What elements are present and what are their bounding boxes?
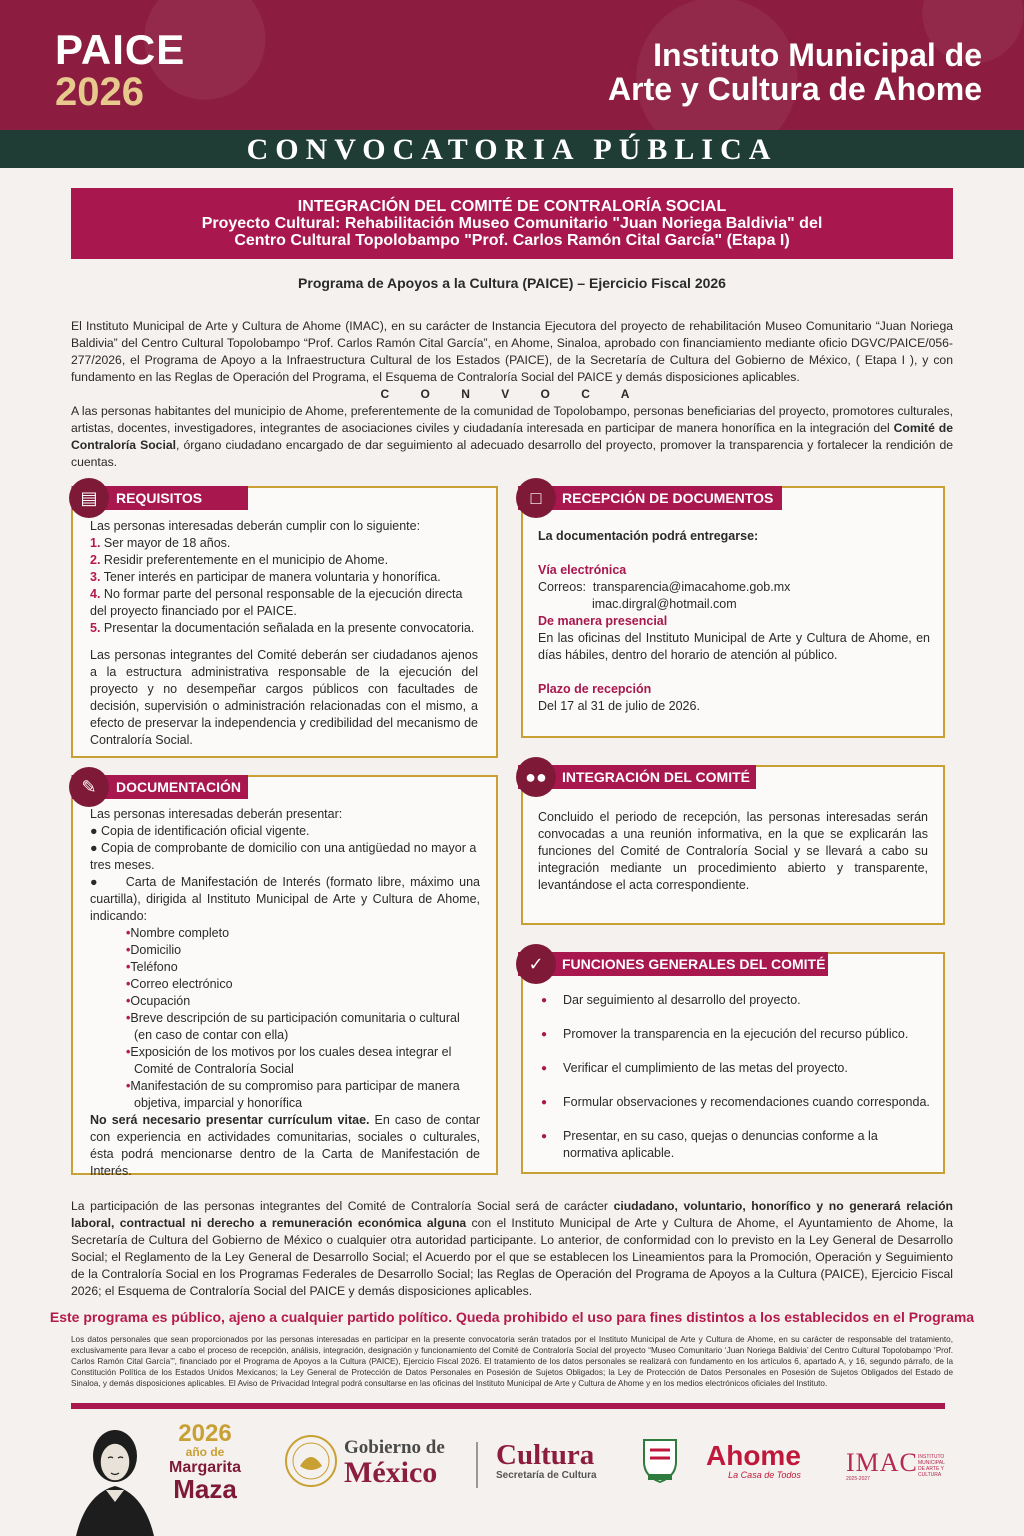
title-line1: INTEGRACIÓN DEL COMITÉ DE CONTRALORÍA SOCIAL [297, 198, 727, 215]
cv-note-text: En caso de contar con experiencia en actividades comunitarias, sociales o culturales, ésta podrá mencionarse dentro de la Carta de Manifestación de Interés. [90, 1113, 481, 1178]
item-number: 1. [90, 536, 101, 550]
integracion-text: Concluido el periodo de recepción, las personas interesadas serán convocadas a una reunión informativa, en la que se explicarán las funciones del Comité de Contraloría Social y se llevará a cabo su integración mediante un procedimiento abierto y transparente, levantándose el acta correspondiente. [538, 810, 928, 892]
item-number: 5. [90, 621, 101, 635]
intro [71, 318, 953, 471]
list-item: •Nombre completo [126, 926, 230, 940]
list-item: •Correo electrónico [126, 977, 233, 991]
recepcion-box [521, 486, 945, 738]
footer [0, 1410, 1024, 1536]
requisito-item [90, 535, 478, 552]
funciones-heading: FUNCIONES GENERALES DEL COMITÉ [518, 952, 828, 976]
via-electronica-title: Vía electrónica [538, 563, 627, 577]
logo-separator [476, 1442, 478, 1488]
checklist-icon: ✎ [69, 767, 109, 807]
list-item-text: Ocupación [130, 994, 191, 1008]
funcion-item: ● Dar seguimiento al desarrollo del proyecto. [541, 992, 933, 1009]
funcion-item: ● Promover la transparencia en la ejecución del recurso público. [541, 1026, 933, 1043]
institute-name [608, 38, 982, 106]
gobierno-line1: Gobierno de [344, 1437, 445, 1458]
ahome-slogan: La Casa de Todos [728, 1470, 801, 1480]
email-link[interactable]: transparencia@imacahome.gob.mx [592, 580, 791, 594]
participation-text: La participación de las personas integrantes del Comité de Contraloría Social será de carácter [71, 1199, 614, 1213]
institute-line2: Arte y Cultura de Ahome [608, 71, 982, 107]
list-item: •Manifestación de su compromiso para participar de manera objetiva, imparcial y honorífica [126, 1079, 460, 1110]
list-item-text: Manifestación de su compromiso para participar de manera objetiva, imparcial y honorífica [130, 1079, 460, 1110]
requisito-item [90, 586, 478, 620]
year-name-last: Maza [173, 1474, 237, 1504]
recepcion-body [538, 528, 930, 715]
requisitos-box [71, 486, 498, 758]
funciones-box [521, 952, 945, 1174]
title-line3: Centro Cultural Topolobampo "Prof. Carlos Ramón Cital García" (Etapa I) [234, 232, 790, 249]
list-item-text: Nombre completo [130, 926, 230, 940]
cv-note-bold: No será necesario presentar currículum vitae. [90, 1113, 370, 1127]
year-of-margarita-maza [166, 1422, 244, 1502]
item-number: 2. [90, 553, 101, 567]
folder-icon: □ [516, 478, 556, 518]
plazo-title: Plazo de recepción [538, 682, 652, 696]
intro-p2-text: A las personas habitantes del municipio de Ahome, preferentemente de la comunidad de Topolobampo, personas beneficiarias del proyecto, promotores culturales, artistas, docentes, investigadores, integrantes de asociaciones civiles y ciudadanía interesada en participar de manera honorífica en la integración del [71, 404, 953, 435]
convoca-heading: C O N V O C A [380, 387, 644, 401]
gobierno-line2: México [344, 1456, 438, 1489]
paice-brand: PAICE [55, 26, 186, 73]
list-item-text: Teléfono [130, 960, 178, 974]
gobierno-de-mexico-logo [344, 1438, 445, 1488]
item-number: 4. [90, 587, 101, 601]
doc-bullet-text: Carta de Manifestación de Interés (formato libre, máximo una cuartilla), dirigida al Instituto Municipal de Arte y Cultura de Ahome, indicando: [90, 875, 480, 923]
recepcion-lead: La documentación podrá entregarse: [538, 529, 759, 543]
imac-side-label: INSTITUTO MUNICIPAL DE ARTE Y CULTURA [918, 1454, 945, 1478]
list-item: •Domicilio [126, 943, 182, 957]
institute-line1: Instituto Municipal de [653, 37, 982, 73]
item-number: 3. [90, 570, 101, 584]
mexico-seal-icon [284, 1434, 338, 1488]
funcion-item: ● Formular observaciones y recomendaciones cuando corresponda. [541, 1094, 933, 1111]
privacy-notice: Los datos personales que sean proporcionados por las personas interesadas en participar en la presente convocatoria serán tratados por el Instituto Municipal de Arte y Cultura de Ahome, en su carácter de responsable del tratamiento, exclusivamente para llevar a cabo el proceso de recepción, análisis, integración, designación y funcionamiento del Comité de Contraloría Social del proyecto “Museo Comunitario ‘Juan Noriega Baldivia’ del Centro Cultural Topolobampo ‘Prof. Carlos Ramón Cital García’”, financiado por el Programa de Apoyos a la Cultura (PAICE), Ejercicio Fiscal 2026. El tratamiento de los datos personales se realizará con fundamento en los artículos 6, apartado A, y 16, segundo párrafo, de la Constitución Política de los Estados Unidos Mexicanos; la Ley General de Protección de Datos Personales en Posesión de Sujetos Obligados; la Ley de Protección de Datos Personales en Posesión de Sujetos Obligados del Estado de Sinaloa, y demás disposiciones aplicables. El Aviso de Privacidad Integral podrá consultarse en las oficinas del Instituto Municipal de Arte y Cultura de Ahome y en los medios electrónicos oficiales del Instituto. [71, 1335, 953, 1388]
convocatoria-band: CONVOCATORIA PÚBLICA [0, 130, 1024, 168]
people-icon: ●● [516, 757, 556, 797]
funciones-list [541, 992, 933, 1179]
correos-label: Correos: [538, 580, 586, 594]
requisito-item [90, 569, 478, 586]
requisitos-body [90, 518, 478, 749]
title-box [71, 188, 953, 259]
doc-bullet-text: Copia de identificación oficial vigente. [101, 824, 310, 838]
participation-bold: ciudadano, voluntario, honorífico y no generará relación laboral, contractual ni derecho a remuneración económica alguna [71, 1199, 953, 1230]
cv-note [90, 1112, 480, 1180]
requisitos-note: Las personas integrantes del Comité deberán ser ciudadanos ajenos a la estructura administrativa responsable de la ejecución del proyecto y no desempeñar cargos públicos con facultades de decisión, supervisión o administración relacionadas con el mismo, a efecto de preservar la independencia y credibilidad del mecanismo de Contraloría Social. [90, 648, 478, 747]
cultura-logo [496, 1440, 597, 1481]
presencial-title: De manera presencial [538, 614, 668, 628]
intro-p2-text-end: , órgano ciudadano encargado de dar seguimiento al adecuado desarrollo del proyecto, promover la transparencia y fortalecer la rendición de cuentas. [71, 438, 954, 469]
funcion-item: ● Presentar, en su caso, quejas o denuncias conforme a la normativa aplicable. [541, 1128, 933, 1162]
list-item-text: Correo electrónico [130, 977, 233, 991]
integracion-heading: INTEGRACIÓN DEL COMITÉ [518, 765, 756, 789]
carta-sublist [126, 925, 480, 1112]
list-item: •Teléfono [126, 960, 178, 974]
paice-year: 2026 [55, 70, 144, 114]
doc-bullet: ● Copia de identificación oficial vigente. [90, 824, 310, 838]
documentacion-body [90, 806, 480, 1180]
ahome-title: Ahome [706, 1440, 801, 1471]
item-text: Presentar la documentación señalada en la presente convocatoria. [103, 621, 475, 635]
imac-years: 2025-2027 [846, 1476, 870, 1482]
list-item: •Breve descripción de su participación comunitaria o cultural (en caso de contar con ella) [126, 1011, 460, 1042]
documentacion-lead: Las personas interesadas deberán presentar: [90, 807, 343, 821]
participation-text-end: con el Instituto Municipal de Arte y Cultura de Ahome, el Ayuntamiento de Ahome, la Secretaría de Cultura del Gobierno de México o cualquier otra autoridad participante. Lo anterior, de conformidad con lo previsto en la Ley General de Desarrollo Social; el Reglamento de la Ley General de Desarrollo Social; el Acuerdo por el que se establecen los Lineamientos para la Promoción, Operación y Seguimiento de la Contraloría Social en los Programas Federales de Desarrollo Social; las Reglas de Operación del Programa de Apoyos a la Cultura (PAICE), Ejercicio Fiscal 2026; el Esquema de Contraloría Social del PAICE y demás disposiciones aplicables. [71, 1216, 953, 1298]
participation-paragraph [71, 1198, 953, 1300]
recepcion-heading: RECEPCIÓN DE DOCUMENTOS [518, 486, 782, 510]
year-name-first: Margarita [168, 1459, 242, 1476]
requisito-item [90, 620, 478, 637]
doc-bullet-text: Copia de comprobante de domicilio con una antigüedad no mayor a tres meses. [90, 841, 477, 872]
year-number: 2026 [178, 1420, 232, 1447]
documentacion-heading: DOCUMENTACIÓN [72, 775, 248, 799]
imac-logo [846, 1450, 918, 1482]
title-line2: Proyecto Cultural: Rehabilitación Museo Comunitario "Juan Noriega Baldivia" del [201, 215, 823, 232]
document-icon: ▤ [69, 478, 109, 518]
list-item: •Exposición de los motivos por los cuales desea integrar el Comité de Contraloría Social [126, 1045, 452, 1076]
presencial-text: En las oficinas del Instituto Municipal de Arte y Cultura de Ahome, en días hábiles, dentro del horario de atención al público. [538, 631, 930, 662]
program-title: Programa de Apoyos a la Cultura (PAICE) – Ejercicio Fiscal 2026 [298, 275, 726, 291]
cultura-subtitle: Secretaría de Cultura [496, 1470, 597, 1481]
intro-p2-bold: Comité de Contraloría Social [71, 421, 953, 452]
intro-paragraph-1: El Instituto Municipal de Arte y Cultura de Ahome (IMAC), en su carácter de Instancia Ejecutora del proyecto de rehabilitación Museo Comunitario “Juan Noriega Baldivia” del Centro Cultural Topolobampo “Prof. Carlos Ramón Cital García”, en Ahome, Sinaloa, aprobado con financiamiento mediante oficio DGVC/PAICE/056-277/2026, el Programa de Apoyo a la Infraestructura Cultural de los Estados (PAICE), de la Secretaría de Cultura del Gobierno de México, ( Etapa I ), y con fundamento en las Reglas de Operación del Programa, el Esquema de Contraloría Social del PAICE y demás disposiciones aplicables. [71, 319, 953, 384]
doc-bullet: ● Copia de comprobante de domicilio con una antigüedad no mayor a tres meses. [90, 841, 477, 872]
doc-bullet: ● Carta de Manifestación de Interés (formato libre, máximo una cuartilla), dirigida al Instituto Municipal de Arte y Cultura de Ahome, indicando: [90, 875, 480, 923]
portrait-illustration [68, 1418, 162, 1536]
intro-paragraph-2 [71, 403, 953, 471]
ahome-logo [706, 1442, 801, 1480]
documentacion-box [71, 775, 498, 1178]
list-item-text: Exposición de los motivos por los cuales desea integrar el Comité de Contraloría Social [130, 1045, 452, 1076]
plazo-text: Del 17 al 31 de julio de 2026. [538, 699, 700, 713]
correos-line [538, 579, 930, 596]
imac-title: IMAC [846, 1448, 918, 1477]
header [0, 0, 1024, 130]
item-text: Tener interés en participar de manera voluntaria y honorífica. [103, 570, 441, 584]
requisito-item [90, 552, 478, 569]
cultura-title: Cultura [496, 1439, 595, 1471]
program-disclaimer: Este programa es público, ajeno a cualquier partido político. Queda prohibido el uso para fines distintos a los establecidos en el Programa [49, 1309, 975, 1325]
requisitos-lead: Las personas interesadas deberán cumplir con lo siguiente: [90, 519, 421, 533]
clipboard-icon: ✓ [516, 944, 556, 984]
footer-divider [71, 1403, 945, 1409]
item-text: Ser mayor de 18 años. [103, 536, 231, 550]
item-text: No formar parte del personal responsable de la ejecución directa del proyecto financiado por el PAICE. [90, 587, 463, 618]
list-item: •Ocupación [126, 994, 191, 1008]
year-subtitle: año de [185, 1445, 225, 1459]
list-item-text: Breve descripción de su participación comunitaria o cultural (en caso de contar con ella) [130, 1011, 460, 1042]
ahome-crest-icon [640, 1436, 680, 1484]
funcion-item: ● Verificar el cumplimiento de las metas del proyecto. [541, 1060, 933, 1077]
email-link[interactable]: imac.dirgral@hotmail.com [592, 597, 737, 611]
item-text: Residir preferentemente en el municipio de Ahome. [103, 553, 389, 567]
list-item-text: Domicilio [130, 943, 182, 957]
requisitos-heading: REQUISITOS [72, 486, 248, 510]
